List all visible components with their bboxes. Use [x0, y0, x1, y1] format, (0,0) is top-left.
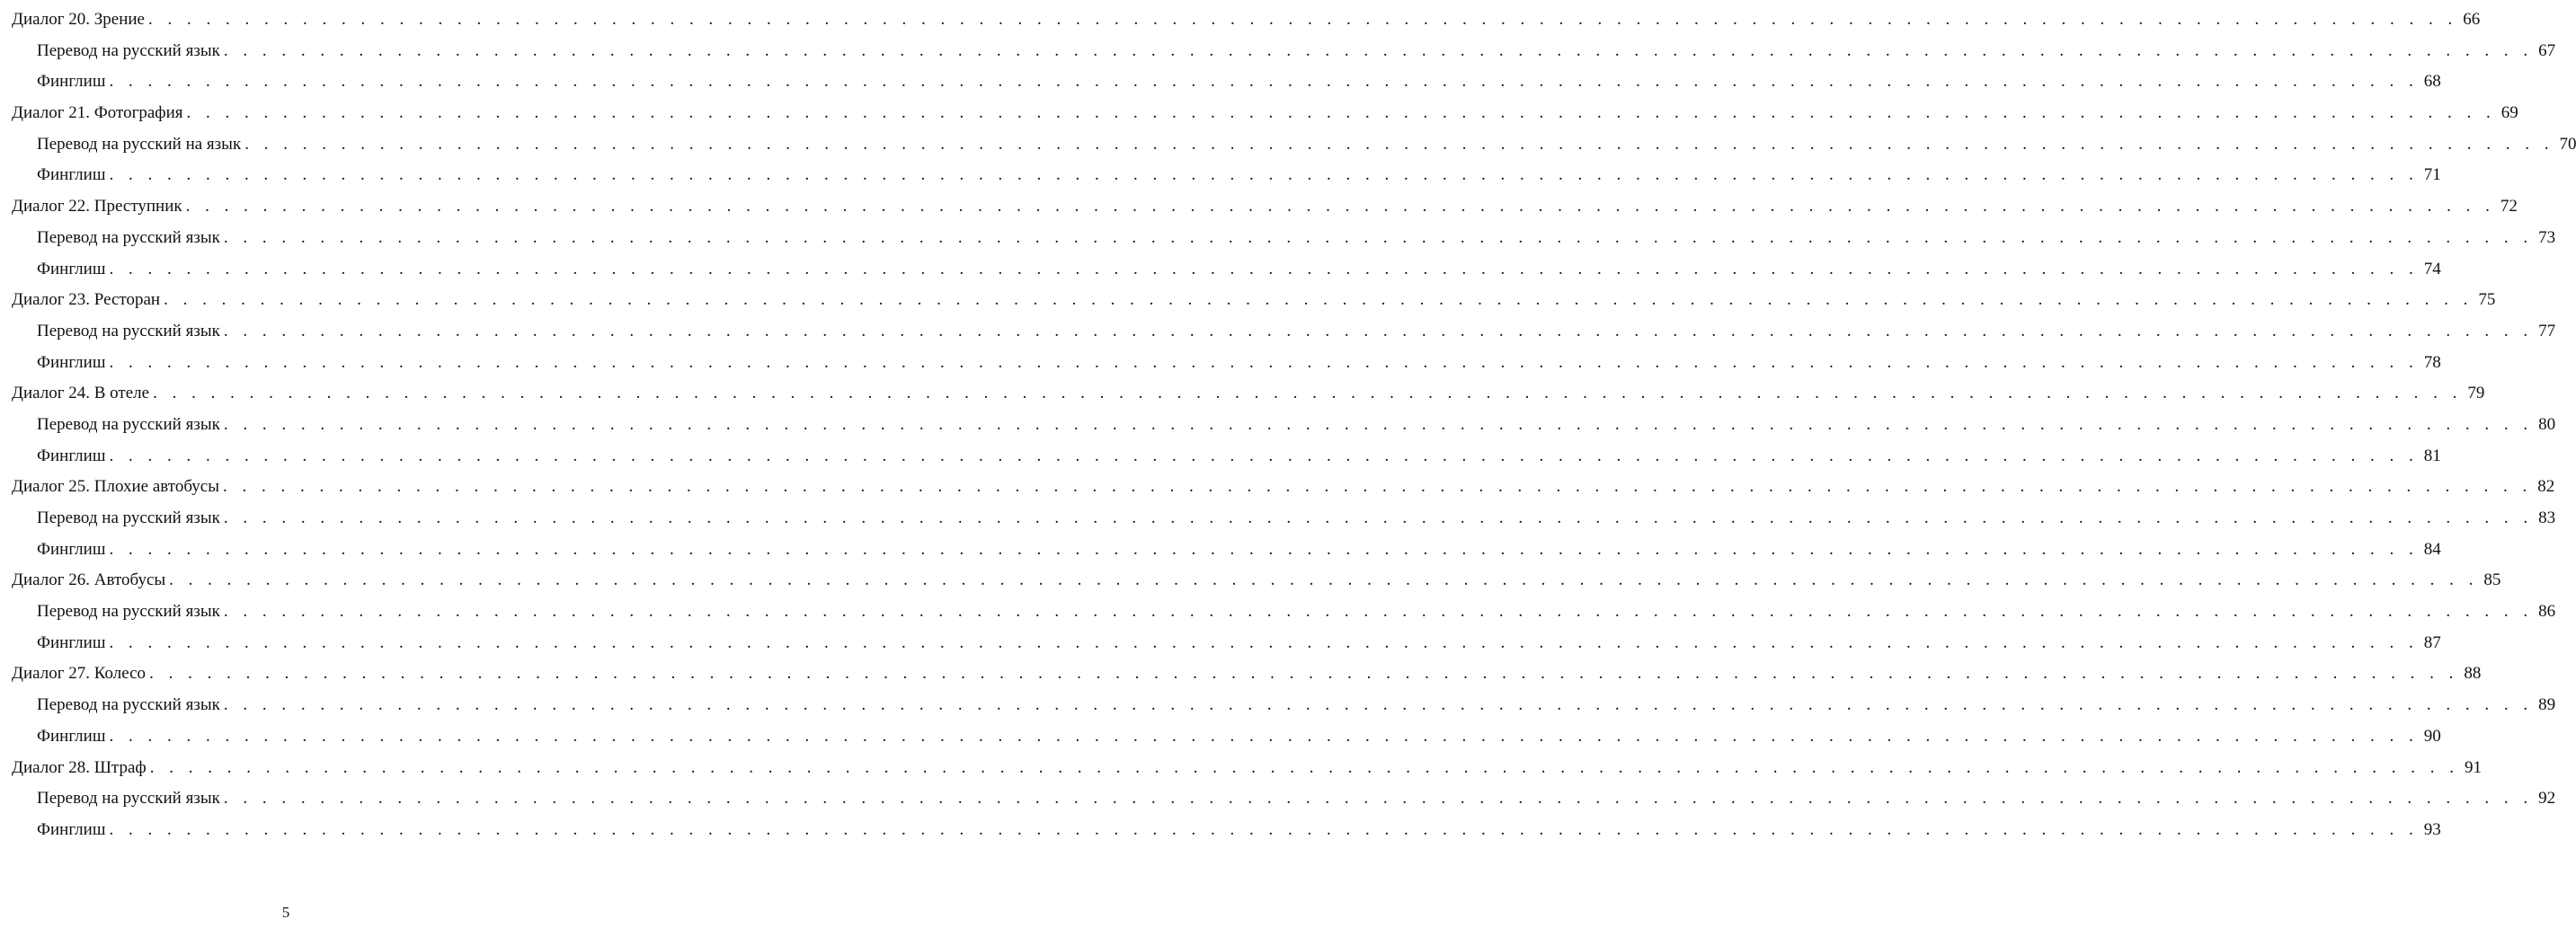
toc-subentry	[12, 535, 2441, 566]
toc-subentry	[12, 223, 2556, 254]
toc-subentry	[12, 783, 2556, 815]
toc-subentry	[12, 690, 2556, 721]
toc-entry-page: 86	[2538, 602, 2556, 622]
toc-entry-title: Финглиш	[37, 632, 106, 652]
toc-subentry	[12, 597, 2556, 628]
toc-subentry	[12, 348, 2441, 379]
dot-leader: . . . . . . . . . . . . . . . . . . . . . . . . . . . . . . . . . . . . . . . . . . . . . . . . . . . . . . . . . . . . . . . . . . . . . . . . . . . . . . . . . . . . . . . . . . . . . . . . . . . . . . . . . . . . . . . . . . . . . . . .	[244, 134, 2554, 154]
dot-leader: . . . . . . . . . . . . . . . . . . . . . . . . . . . . . . . . . . . . . . . . . . . . . . . . . . . . . . . . . . . . . . . . . . . . . . . . . . . . . . . . . . . . . . . . . . . . . . . . . . . . . . . . . . . . . . . . . . . . . . . .	[223, 227, 2534, 247]
dot-leader: . . . . . . . . . . . . . . . . . . . . . . . . . . . . . . . . . . . . . . . . . . . . . . . . . . . . . . . . . . . . . . . . . . . . . . . . . . . . . . . . . . . . . . . . . . . . . . . . . . . . . . . . . . . . . . . . . . . . . . . .	[147, 10, 2458, 29]
dot-leader: . . . . . . . . . . . . . . . . . . . . . . . . . . . . . . . . . . . . . . . . . . . . . . . . . . . . . . . . . . . . . . . . . . . . . . . . . . . . . . . . . . . . . . . . . . . . . . . . . . . . . . . . . . . . . . . . . . . . . . . .	[109, 632, 2419, 652]
toc-entry-page: 89	[2538, 695, 2556, 715]
dot-leader: . . . . . . . . . . . . . . . . . . . . . . . . . . . . . . . . . . . . . . . . . . . . . . . . . . . . . . . . . . . . . . . . . . . . . . . . . . . . . . . . . . . . . . . . . . . . . . . . . . . . . . . . . . . . . . . . . . . . . . . .	[223, 321, 2534, 340]
toc-entry-page: 78	[2423, 352, 2441, 372]
toc-entry-page: 67	[2538, 40, 2556, 60]
toc-subentry	[12, 316, 2556, 348]
toc-entry-page: 66	[2463, 10, 2481, 29]
toc-entry-title: Финглиш	[37, 726, 106, 746]
toc-entry-title: Перевод на русский язык	[37, 602, 220, 622]
toc-entry-page: 79	[2467, 384, 2485, 403]
toc-entry-page: 91	[2464, 757, 2482, 777]
toc-entry-title: Перевод на русский язык	[37, 508, 220, 527]
dot-leader: . . . . . . . . . . . . . . . . . . . . . . . . . . . . . . . . . . . . . . . . . . . . . . . . . . . . . . . . . . . . . . . . . . . . . . . . . . . . . . . . . . . . . . . . . . . . . . . . . . . . . . . . . . . . . . . . . . . . . . . .	[109, 446, 2419, 465]
dot-leader: . . . . . . . . . . . . . . . . . . . . . . . . . . . . . . . . . . . . . . . . . . . . . . . . . . . . . . . . . . . . . . . . . . . . . . . . . . . . . . . . . . . . . . . . . . . . . . . . . . . . . . . . . . . . . . . . . . . . . . . .	[223, 414, 2534, 434]
dot-leader: . . . . . . . . . . . . . . . . . . . . . . . . . . . . . . . . . . . . . . . . . . . . . . . . . . . . . . . . . . . . . . . . . . . . . . . . . . . . . . . . . . . . . . . . . . . . . . . . . . . . . . . . . . . . . . . . . . . . . . . .	[153, 384, 2463, 403]
toc-entry-page: 90	[2423, 726, 2441, 746]
toc-entry-title: Перевод на русский на язык	[37, 134, 242, 154]
dot-leader: . . . . . . . . . . . . . . . . . . . . . . . . . . . . . . . . . . . . . . . . . . . . . . . . . . . . . . . . . . . . . . . . . . . . . . . . . . . . . . . . . . . . . . . . . . . . . . . . . . . . . . . . . . . . . . . . . . . . . . . .	[109, 539, 2419, 559]
dot-leader: . . . . . . . . . . . . . . . . . . . . . . . . . . . . . . . . . . . . . . . . . . . . . . . . . . . . . . . . . . . . . . . . . . . . . . . . . . . . . . . . . . . . . . . . . . . . . . . . . . . . . . . . . . . . . . . . . . . . . . . .	[223, 508, 2534, 527]
dot-leader: . . . . . . . . . . . . . . . . . . . . . . . . . . . . . . . . . . . . . . . . . . . . . . . . . . . . . . . . . . . . . . . . . . . . . . . . . . . . . . . . . . . . . . . . . . . . . . . . . . . . . . . . . . . . . . . . . . . . . . . .	[164, 290, 2474, 310]
toc-entry-title: Финглиш	[37, 72, 106, 92]
toc-entry-title: Финглиш	[37, 819, 106, 839]
toc-entry-page: 88	[2464, 664, 2482, 684]
toc-entry-title: Перевод на русский язык	[37, 227, 220, 247]
dot-leader: . . . . . . . . . . . . . . . . . . . . . . . . . . . . . . . . . . . . . . . . . . . . . . . . . . . . . . . . . . . . . . . . . . . . . . . . . . . . . . . . . . . . . . . . . . . . . . . . . . . . . . . . . . . . . . . . . . . . . . . .	[223, 40, 2534, 60]
dot-leader: . . . . . . . . . . . . . . . . . . . . . . . . . . . . . . . . . . . . . . . . . . . . . . . . . . . . . . . . . . . . . . . . . . . . . . . . . . . . . . . . . . . . . . . . . . . . . . . . . . . . . . . . . . . . . . . . . . . . . . . .	[169, 570, 2479, 590]
toc-entry-title: Диалог 24. В отеле	[12, 384, 150, 403]
dot-leader: . . . . . . . . . . . . . . . . . . . . . . . . . . . . . . . . . . . . . . . . . . . . . . . . . . . . . . . . . . . . . . . . . . . . . . . . . . . . . . . . . . . . . . . . . . . . . . . . . . . . . . . . . . . . . . . . . . . . . . . .	[149, 664, 2459, 684]
toc-entry-title: Финглиш	[37, 446, 106, 465]
toc-entry	[12, 659, 2482, 690]
toc-entry-page: 82	[2537, 477, 2555, 497]
dot-leader: . . . . . . . . . . . . . . . . . . . . . . . . . . . . . . . . . . . . . . . . . . . . . . . . . . . . . . . . . . . . . . . . . . . . . . . . . . . . . . . . . . . . . . . . . . . . . . . . . . . . . . . . . . . . . . . . . . . . . . . .	[109, 819, 2419, 839]
toc-subentry	[12, 160, 2441, 191]
dot-leader: . . . . . . . . . . . . . . . . . . . . . . . . . . . . . . . . . . . . . . . . . . . . . . . . . . . . . . . . . . . . . . . . . . . . . . . . . . . . . . . . . . . . . . . . . . . . . . . . . . . . . . . . . . . . . . . . . . . . . . . .	[222, 477, 2533, 497]
toc-subentry	[12, 721, 2441, 753]
toc-entry-title: Диалог 21. Фотография	[12, 103, 183, 123]
toc-entry-page: 73	[2538, 227, 2556, 247]
dot-leader: . . . . . . . . . . . . . . . . . . . . . . . . . . . . . . . . . . . . . . . . . . . . . . . . . . . . . . . . . . . . . . . . . . . . . . . . . . . . . . . . . . . . . . . . . . . . . . . . . . . . . . . . . . . . . . . . . . . . . . . .	[109, 72, 2419, 92]
toc-entry	[12, 472, 2555, 503]
toc-entry-page: 71	[2423, 165, 2441, 185]
toc-entry-title: Диалог 25. Плохие автобусы	[12, 477, 219, 497]
dot-leader: . . . . . . . . . . . . . . . . . . . . . . . . . . . . . . . . . . . . . . . . . . . . . . . . . . . . . . . . . . . . . . . . . . . . . . . . . . . . . . . . . . . . . . . . . . . . . . . . . . . . . . . . . . . . . . . . . . . . . . . .	[109, 165, 2419, 185]
toc-entry	[12, 285, 2496, 316]
toc-subentry	[12, 66, 2441, 98]
toc-entry-page: 77	[2538, 321, 2556, 340]
toc-entry-page: 93	[2423, 819, 2441, 839]
toc-entry-page: 81	[2423, 446, 2441, 465]
toc-entry-page: 74	[2423, 259, 2441, 278]
table-of-contents	[12, 4, 2576, 846]
toc-subentry	[12, 628, 2441, 659]
toc-entry-page: 68	[2423, 72, 2441, 92]
toc-entry	[12, 753, 2482, 784]
dot-leader: . . . . . . . . . . . . . . . . . . . . . . . . . . . . . . . . . . . . . . . . . . . . . . . . . . . . . . . . . . . . . . . . . . . . . . . . . . . . . . . . . . . . . . . . . . . . . . . . . . . . . . . . . . . . . . . . . . . . . . . .	[223, 602, 2534, 622]
toc-entry-page: 69	[2500, 103, 2518, 123]
toc-entry	[12, 4, 2481, 36]
page-number: 5	[281, 904, 290, 921]
toc-entry	[12, 378, 2485, 410]
toc-entry-title: Перевод на русский язык	[37, 321, 220, 340]
toc-entry-page: 83	[2538, 508, 2556, 527]
toc-entry-title: Диалог 26. Автобусы	[12, 570, 166, 590]
dot-leader: . . . . . . . . . . . . . . . . . . . . . . . . . . . . . . . . . . . . . . . . . . . . . . . . . . . . . . . . . . . . . . . . . . . . . . . . . . . . . . . . . . . . . . . . . . . . . . . . . . . . . . . . . . . . . . . . . . . . . . . .	[109, 352, 2419, 372]
toc-entry-title: Диалог 27. Колесо	[12, 664, 147, 684]
toc-entry-title: Диалог 28. Штраф	[12, 757, 147, 777]
toc-entry-title: Финглиш	[37, 352, 106, 372]
toc-entry-title: Диалог 20. Зрение	[12, 10, 145, 29]
toc-entry-page: 72	[2500, 197, 2518, 217]
toc-entry	[12, 191, 2518, 223]
dot-leader: . . . . . . . . . . . . . . . . . . . . . . . . . . . . . . . . . . . . . . . . . . . . . . . . . . . . . . . . . . . . . . . . . . . . . . . . . . . . . . . . . . . . . . . . . . . . . . . . . . . . . . . . . . . . . . . . . . . . . . . .	[109, 726, 2419, 746]
toc-entry-title: Перевод на русский язык	[37, 40, 220, 60]
toc-subentry	[12, 503, 2556, 535]
toc-subentry	[12, 410, 2556, 441]
toc-subentry	[12, 254, 2441, 286]
toc-entry-page: 92	[2538, 789, 2556, 809]
toc-entry-title: Перевод на русский язык	[37, 414, 220, 434]
toc-entry-page: 80	[2538, 414, 2556, 434]
toc-subentry	[12, 815, 2441, 846]
dot-leader: . . . . . . . . . . . . . . . . . . . . . . . . . . . . . . . . . . . . . . . . . . . . . . . . . . . . . . . . . . . . . . . . . . . . . . . . . . . . . . . . . . . . . . . . . . . . . . . . . . . . . . . . . . . . . . . . . . . . . . . .	[223, 695, 2534, 715]
toc-entry	[12, 565, 2501, 597]
dot-leader: . . . . . . . . . . . . . . . . . . . . . . . . . . . . . . . . . . . . . . . . . . . . . . . . . . . . . . . . . . . . . . . . . . . . . . . . . . . . . . . . . . . . . . . . . . . . . . . . . . . . . . . . . . . . . . . . . . . . . . . .	[223, 789, 2534, 809]
toc-subentry	[12, 129, 2576, 161]
toc-entry-page: 87	[2423, 632, 2441, 652]
toc-entry-title: Финглиш	[37, 165, 106, 185]
toc-entry-page: 75	[2478, 290, 2496, 310]
toc-entry-title: Перевод на русский язык	[37, 695, 220, 715]
toc-subentry	[12, 441, 2441, 473]
dot-leader: . . . . . . . . . . . . . . . . . . . . . . . . . . . . . . . . . . . . . . . . . . . . . . . . . . . . . . . . . . . . . . . . . . . . . . . . . . . . . . . . . . . . . . . . . . . . . . . . . . . . . . . . . . . . . . . . . . . . . . . .	[186, 103, 2496, 123]
dot-leader: . . . . . . . . . . . . . . . . . . . . . . . . . . . . . . . . . . . . . . . . . . . . . . . . . . . . . . . . . . . . . . . . . . . . . . . . . . . . . . . . . . . . . . . . . . . . . . . . . . . . . . . . . . . . . . . . . . . . . . . .	[185, 197, 2495, 217]
toc-entry-title: Финглиш	[37, 259, 106, 278]
toc-entry-page: 84	[2423, 539, 2441, 559]
toc-subentry	[12, 36, 2556, 67]
toc-entry-title: Диалог 22. Преступник	[12, 197, 182, 217]
dot-leader: . . . . . . . . . . . . . . . . . . . . . . . . . . . . . . . . . . . . . . . . . . . . . . . . . . . . . . . . . . . . . . . . . . . . . . . . . . . . . . . . . . . . . . . . . . . . . . . . . . . . . . . . . . . . . . . . . . . . . . . .	[149, 757, 2459, 777]
toc-entry-title: Финглиш	[37, 539, 106, 559]
toc-entry-title: Диалог 23. Ресторан	[12, 290, 161, 310]
toc-entry-page: 70	[2559, 134, 2576, 154]
toc-entry-page: 85	[2483, 570, 2501, 590]
toc-entry	[12, 98, 2518, 129]
dot-leader: . . . . . . . . . . . . . . . . . . . . . . . . . . . . . . . . . . . . . . . . . . . . . . . . . . . . . . . . . . . . . . . . . . . . . . . . . . . . . . . . . . . . . . . . . . . . . . . . . . . . . . . . . . . . . . . . . . . . . . . .	[109, 259, 2419, 278]
toc-entry-title: Перевод на русский язык	[37, 789, 220, 809]
